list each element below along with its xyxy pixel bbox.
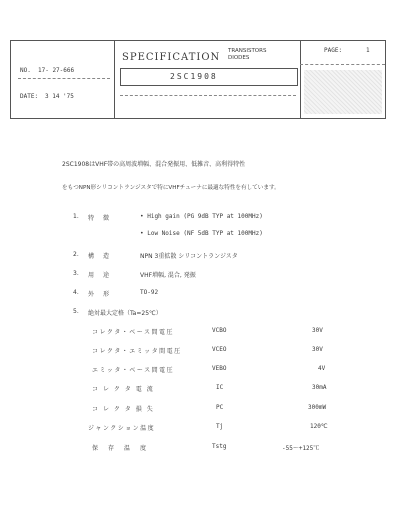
package-value: TO-92: [140, 289, 159, 296]
intro-line-2: をもつNPN形シリコントランジスタで特にVHFチューナに最適な特性を有しています。: [62, 185, 280, 191]
rating-value: -55〜+125℃: [282, 445, 320, 452]
document-number-value: 17- 27-666: [38, 67, 75, 74]
rating-value: 30V: [312, 327, 323, 334]
date-value: 3 14 '75: [45, 93, 74, 100]
section-3-label: 用 途: [88, 272, 111, 279]
header-divider-right: [300, 40, 301, 118]
part-number-rule: [120, 95, 296, 96]
document-number-rule: [18, 78, 110, 79]
section-4-number: 4.: [73, 289, 79, 296]
date-label: DATE:: [20, 93, 39, 100]
intro-line-1: 2SC1908はVHF帯の高周波増幅、混合発振用、低雑音、高利得特性: [62, 161, 246, 168]
section-1-label: 特 徴: [88, 215, 111, 222]
rating-symbol: VCEO: [212, 346, 227, 353]
header-top-rule: [10, 40, 386, 41]
page-label: PAGE:: [324, 47, 343, 54]
rating-symbol: Tstg: [212, 443, 227, 450]
rating-value: 30mA: [312, 384, 327, 391]
specification-title: SPECIFICATION: [122, 52, 221, 63]
feature-low-noise: • Low Noise (NF 5dB TYP at 100MHz): [140, 230, 263, 237]
rating-name: コレクタ・ベース間電圧: [92, 329, 174, 336]
application-value: VHF増幅, 混合, 発振: [140, 272, 196, 279]
rating-symbol: IC: [216, 384, 224, 391]
category-line-1: TRANSISTORS: [228, 48, 267, 54]
rating-name: 保存温度: [92, 445, 157, 452]
rating-symbol: PC: [216, 404, 224, 411]
header-bottom-rule: [10, 118, 386, 119]
rating-value: 30V: [312, 346, 323, 353]
rating-symbol: VCBO: [212, 327, 227, 334]
section-4-label: 外 形: [88, 291, 111, 298]
structure-value: NPN 3重拡散 シリコントランジスタ: [140, 253, 238, 260]
header-left-border: [10, 40, 11, 118]
header-right-border: [385, 40, 386, 118]
rating-value: 300mW: [308, 404, 327, 411]
feature-high-gain: • High gain (PG 9dB TYP at 100MHz): [140, 213, 263, 220]
section-1-number: 1.: [73, 213, 79, 220]
header-divider-left: [114, 40, 115, 118]
rating-name: コレクタ・エミッタ間電圧: [92, 348, 182, 355]
document-number-label: NO.: [20, 67, 31, 74]
section-5-number: 5.: [73, 308, 79, 315]
rating-value: 4V: [318, 365, 326, 372]
category-line-2: DIODES: [228, 55, 250, 61]
page-number: 1: [366, 47, 370, 54]
rating-symbol: VEBO: [212, 365, 227, 372]
page-box-rule: [300, 64, 385, 65]
section-2-number: 2.: [73, 251, 79, 258]
category-label: [228, 48, 266, 62]
rating-name: ジャンクション温度: [88, 425, 156, 432]
part-number: 2SC1908: [170, 72, 218, 81]
rating-symbol: Tj: [216, 423, 224, 430]
rating-value: 120℃: [310, 423, 328, 430]
section-5-label: 絶対最大定格（Ta=25℃）: [88, 310, 162, 317]
stamp-area: [304, 70, 382, 114]
section-2-label: 構 造: [88, 253, 111, 260]
rating-name: コレクタ損失: [92, 406, 158, 413]
rating-name: エミッタ・ベース間電圧: [92, 367, 175, 374]
section-3-number: 3.: [73, 270, 79, 277]
rating-name: コレクタ電流: [92, 386, 158, 393]
